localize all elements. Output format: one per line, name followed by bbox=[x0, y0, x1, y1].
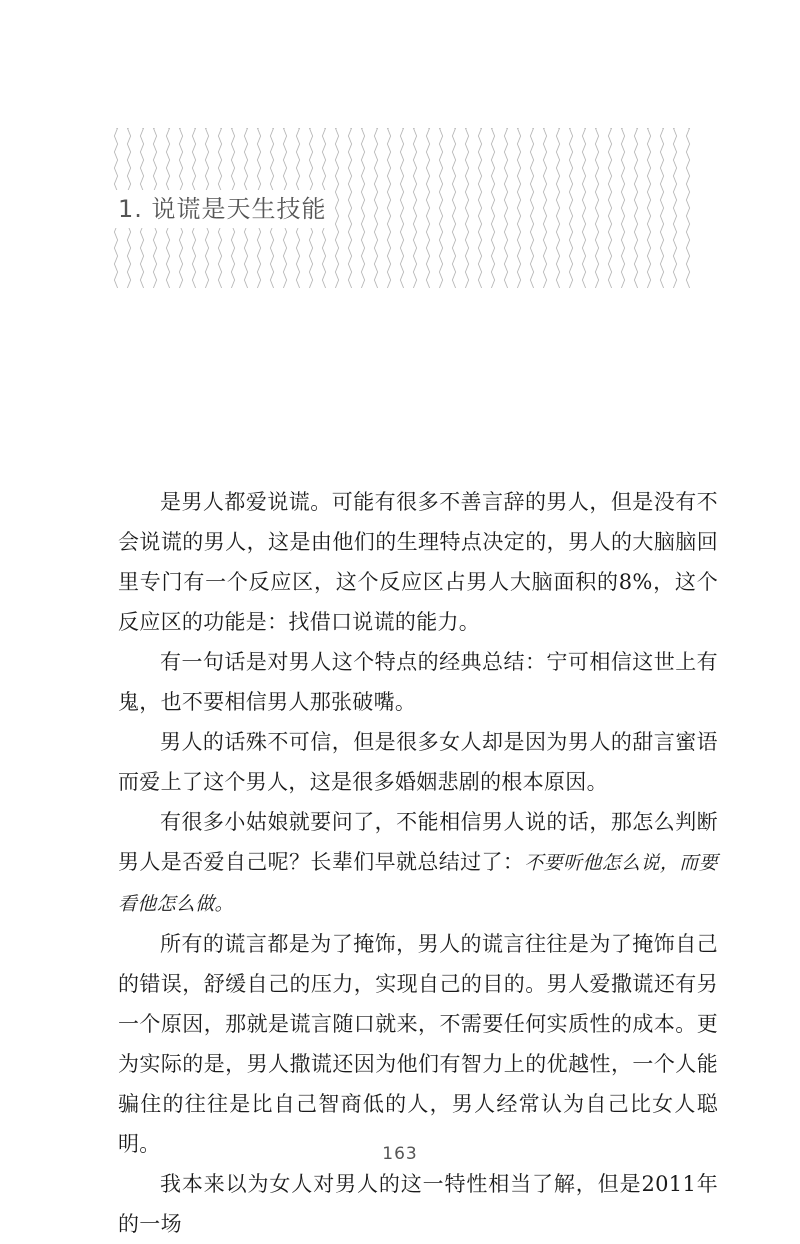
paragraph-5: 所有的谎言都是为了掩饰，男人的谎言往往是为了掩饰自己的错误，舒缓自己的压力，实现自己的目的。男人爱撒谎还有另一个原因，那就是谎言随口就来，不需要任何实质性的成本。更为实际的是，男人撒谎还因为他们有智力上的优越性，一个人能骗住的往往是比自己智商低的人，男人经常认为自己比女人聪明。 bbox=[118, 932, 718, 1156]
decorative-line bbox=[413, 128, 416, 288]
decorative-line bbox=[660, 128, 663, 288]
decorative-line bbox=[374, 128, 377, 288]
paragraph-3: 男人的话殊不可信，但是很多女人却是因为男人的甜言蜜语而爱上了这个男人，这是很多婚姻悲剧的根本原因。 bbox=[118, 730, 718, 794]
decorative-line bbox=[348, 128, 351, 288]
decorative-line bbox=[673, 128, 676, 288]
decorative-line bbox=[400, 128, 403, 288]
decorative-line bbox=[478, 128, 481, 288]
decorative-line bbox=[465, 128, 468, 288]
decorative-line bbox=[608, 128, 611, 288]
body-text bbox=[118, 482, 718, 1244]
decorative-line bbox=[543, 128, 546, 288]
decorative-line bbox=[621, 128, 624, 288]
decorative-line bbox=[361, 128, 364, 288]
decorative-line bbox=[686, 128, 689, 288]
decorative-line bbox=[491, 128, 494, 288]
decorative-line bbox=[452, 128, 455, 288]
page-number: 163 bbox=[382, 1144, 418, 1164]
decorative-line bbox=[582, 128, 585, 288]
paragraph-6: 我本来以为女人对男人的这一特性相当了解，但是2011年的一场 bbox=[118, 1172, 718, 1236]
decorative-line bbox=[647, 128, 650, 288]
decorative-line bbox=[335, 128, 338, 288]
decorative-line bbox=[439, 128, 442, 288]
chapter-header bbox=[112, 128, 696, 288]
decorative-line bbox=[504, 128, 507, 288]
chapter-title: 1. 说谎是天生技能 bbox=[112, 190, 335, 228]
paragraph-4: 有很多小姑娘就要问了，不能相信男人说的话，那怎么判断男人是否爱自己呢？长辈们早就总结过了：不要听他怎么说，而要看他怎么做。 bbox=[118, 810, 718, 915]
decorative-line bbox=[556, 128, 559, 288]
decorative-line bbox=[569, 128, 572, 288]
paragraph-2: 有一句话是对男人这个特点的经典总结：宁可相信这世上有鬼，也不要相信男人那张破嘴。 bbox=[118, 650, 718, 714]
decorative-line bbox=[387, 128, 390, 288]
decorative-line bbox=[426, 128, 429, 288]
decorative-line bbox=[634, 128, 637, 288]
paragraph-1: 是男人都爱说谎。可能有很多不善言辞的男人，但是没有不会说谎的男人，这是由他们的生理特点决定的，男人的大脑脑回里专门有一个反应区，这个反应区占男人大脑面积的8%，这个反应区的功能是：找借口说谎的能力。 bbox=[118, 490, 718, 634]
decorative-line bbox=[595, 128, 598, 288]
decorative-line bbox=[517, 128, 520, 288]
quoted-advice: 不要听他怎么说，而要看他怎么做。 bbox=[118, 852, 718, 915]
decorative-line bbox=[530, 128, 533, 288]
